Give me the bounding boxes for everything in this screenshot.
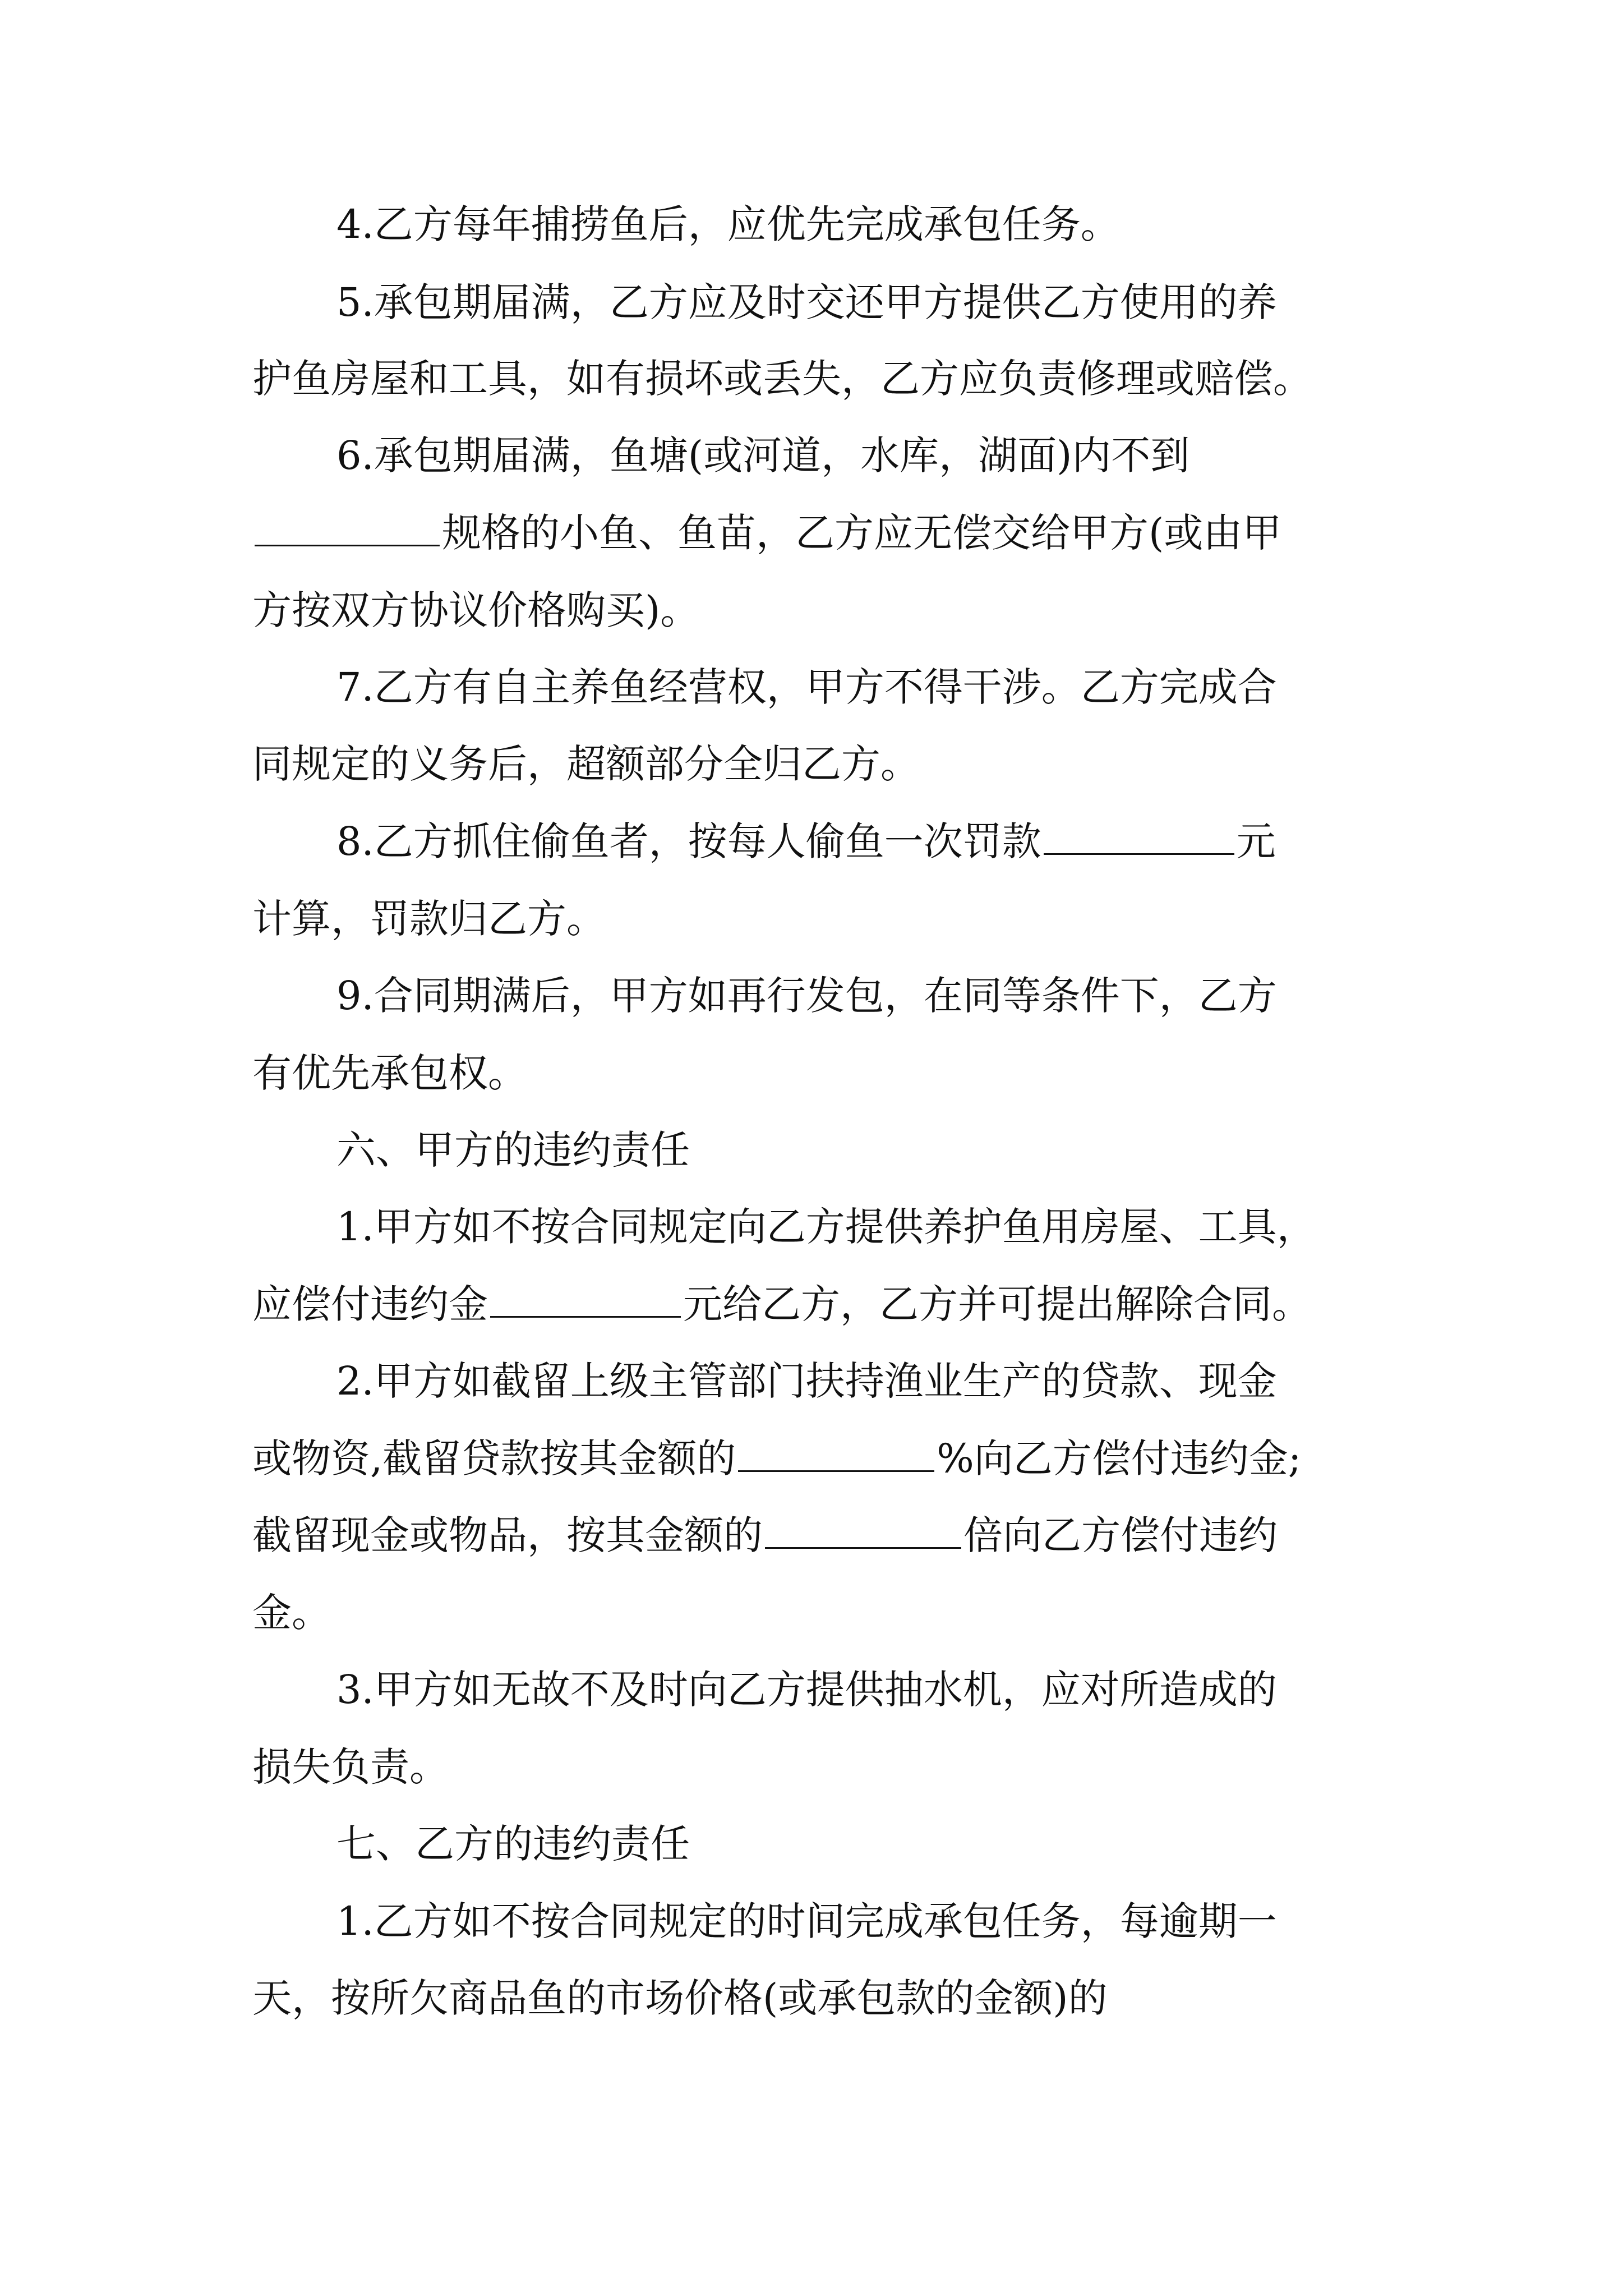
blank-field [255, 545, 440, 546]
clause-6-2-text-a: 或物资,截留贷款按其金额的 [252, 1435, 736, 1481]
clause-6-2-line4: 金。 [252, 1590, 331, 1636]
clause-6-2-text-b: %向乙方偿付违约金; [937, 1435, 1302, 1481]
clause-5-9-line2: 有优先承包权。 [252, 1050, 527, 1096]
clause-6-2-text-c: 截留现金或物品，按其金额的 [252, 1512, 763, 1558]
clause-6-2-line3 [252, 1512, 1278, 1558]
clause-5-6-line2-text: 规格的小鱼、鱼苗，乙方应无偿交给甲方(或由甲 [442, 510, 1282, 556]
blank-field [1044, 853, 1234, 855]
clause-5-8-line1 [336, 818, 1276, 864]
clause-7-1-line1: 1.乙方如不按合同规定的时间完成承包任务，每逾期一 [336, 1898, 1277, 1944]
clause-5-4: 4.乙方每年捕捞鱼后，应优先完成承包任务。 [336, 201, 1120, 247]
clause-7-1-line2: 天，按所欠商品鱼的市场价格(或承包款的金额)的 [252, 1975, 1108, 2021]
clause-5-8-text-b: 元 [1236, 818, 1276, 864]
clause-5-8-line2: 计算，罚款归乙方。 [252, 896, 606, 942]
clause-6-3-line1: 3.甲方如无故不及时向乙方提供抽水机，应对所造成的 [336, 1667, 1277, 1713]
clause-6-1-line1: 1.甲方如不按合同规定向乙方提供养护鱼用房屋、工具， [336, 1204, 1316, 1250]
clause-6-2-text-d: 倍向乙方偿付违约 [963, 1512, 1278, 1558]
clause-5-6-line3: 方按双方协议价格购买)。 [252, 587, 700, 633]
clause-5-5-line2: 护鱼房屋和工具，如有损坏或丢失，乙方应负责修理或赔偿。 [252, 356, 1312, 402]
clause-5-5-line1: 5.承包期届满，乙方应及时交还甲方提供乙方使用的养 [336, 279, 1277, 325]
clause-5-6-line1: 6.承包期届满，鱼塘(或河道，水库，湖面)内不到 [336, 432, 1190, 478]
clause-6-1-text-b: 元给乙方，乙方并可提出解除合同。 [683, 1281, 1311, 1327]
clause-6-1-text-a: 应偿付违约金 [252, 1281, 488, 1327]
clause-6-2-line1: 2.甲方如截留上级主管部门扶持渔业生产的贷款、现金 [336, 1358, 1277, 1404]
clause-6-2-line2 [252, 1435, 1302, 1481]
blank-field [490, 1316, 681, 1318]
blank-field [738, 1470, 934, 1472]
clause-6-1-line2 [252, 1281, 1311, 1327]
clause-5-8-text-a: 8.乙方抓住偷鱼者，按每人偷鱼一次罚款 [336, 818, 1041, 864]
clause-5-7-line1: 7.乙方有自主养鱼经营权，甲方不得干涉。乙方完成合 [336, 664, 1277, 710]
blank-field [765, 1547, 961, 1549]
section-heading-6: 六、甲方的违约责任 [336, 1127, 690, 1173]
clause-5-6-line2 [252, 510, 1282, 556]
clause-5-7-line2: 同规定的义务后，超额部分全归乙方。 [252, 741, 920, 787]
section-heading-7: 七、乙方的违约责任 [336, 1821, 690, 1867]
clause-5-9-line1: 9.合同期满后，甲方如再行发包，在同等条件下，乙方 [336, 973, 1277, 1019]
clause-6-3-line2: 损失负责。 [252, 1744, 449, 1790]
